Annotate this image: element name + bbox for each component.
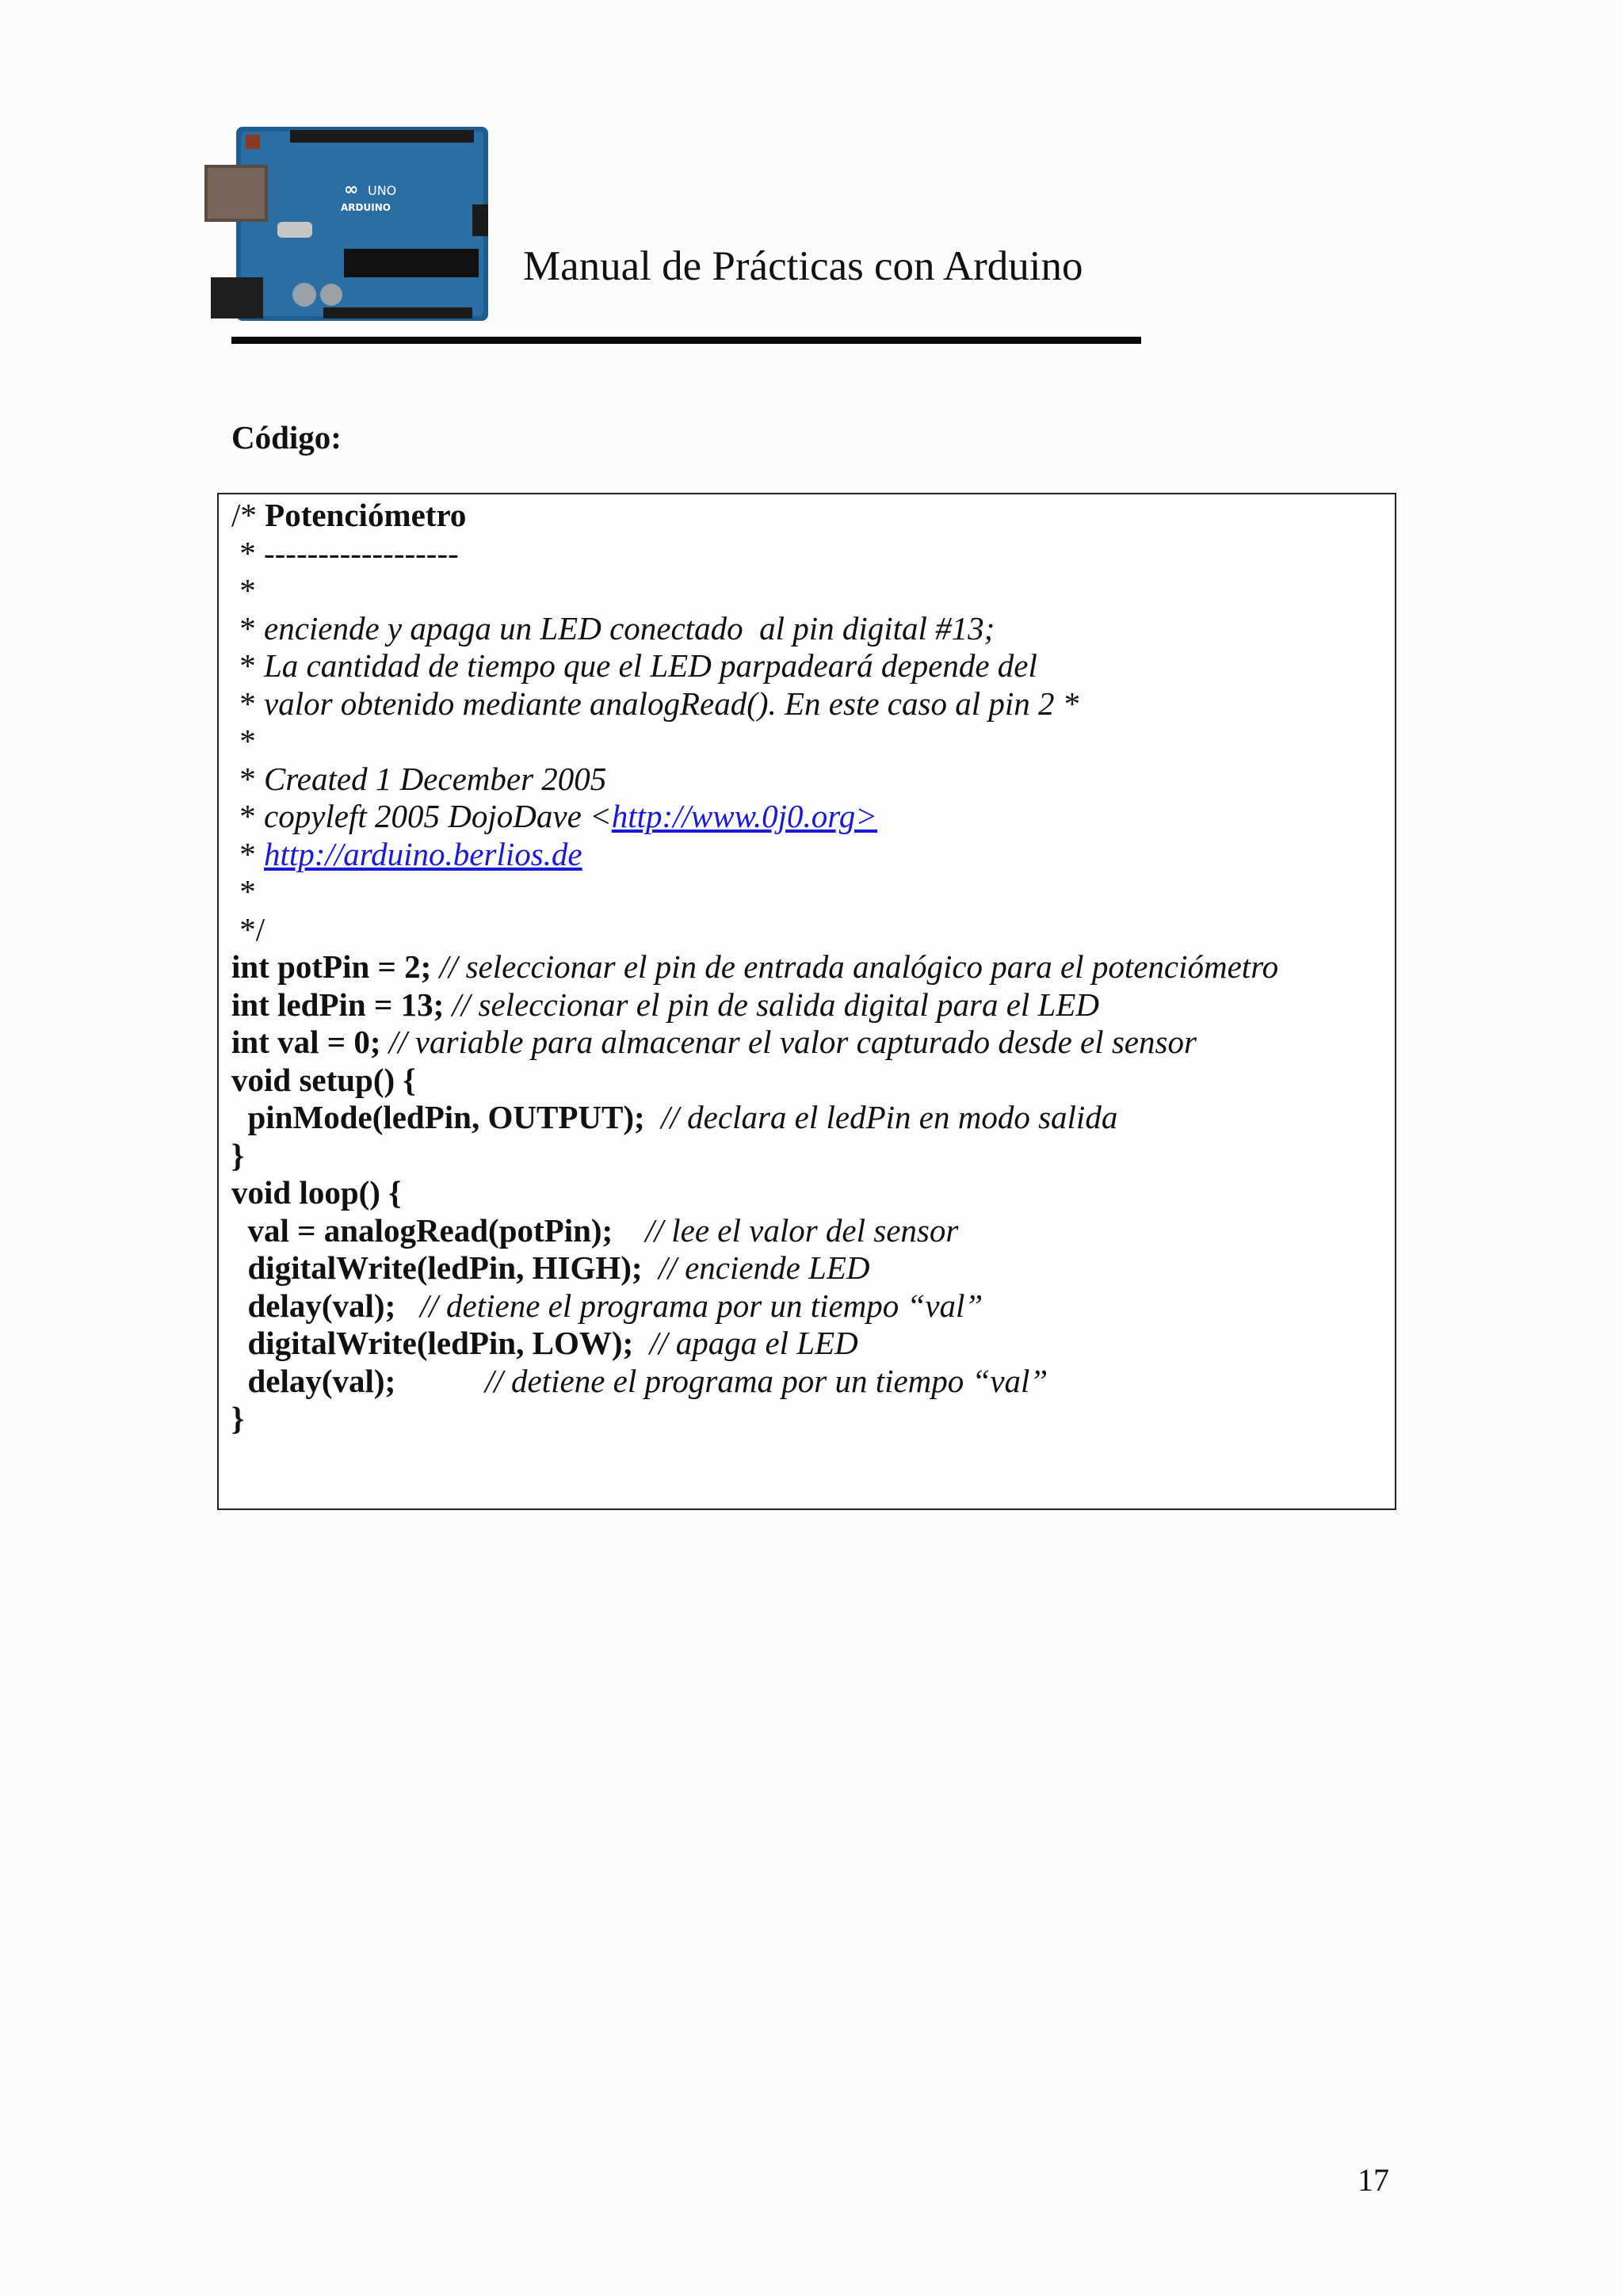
link-0j0[interactable]: http://www.0j0.org> [611, 798, 877, 834]
code-line: */ [231, 911, 265, 948]
code-line: * La cantidad de tiempo que el LED parpadeará depende del [231, 647, 1037, 684]
code-box [217, 493, 1396, 1510]
code-line: void setup() { [231, 1062, 416, 1098]
code-line [231, 1362, 1048, 1400]
code-title: Potenciómetro [265, 497, 467, 533]
code-text: /* [231, 497, 265, 533]
code-comment: // enciende LED [642, 1249, 870, 1286]
code-comment: La cantidad de tiempo que el LED parpadeará depende del [264, 647, 1037, 684]
link-arduino-berlios[interactable]: http://arduino.berlios.de [264, 836, 582, 872]
code-line: * [231, 723, 256, 759]
code-comment: valor obtenido mediante analogRead(). En este caso al pin 2 * [264, 685, 1079, 722]
code-comment: Created 1 December 2005 [264, 761, 607, 797]
code-statement: delay(val); [231, 1287, 396, 1324]
code-statement: delay(val); [231, 1363, 396, 1399]
document-header-title: Manual de Prácticas con Arduino [523, 243, 1083, 289]
code-line: } [231, 1400, 245, 1436]
code-comment: enciende y apaga un LED conectado al pin digital #13; [264, 610, 995, 646]
code-line: * enciende y apaga un LED conectado al pin digital #13; [231, 610, 995, 646]
code-line: * Created 1 December 2005 [231, 761, 607, 797]
code-statement: int ledPin = 13; [231, 986, 445, 1023]
code-comment: // lee el valor del sensor [613, 1212, 959, 1249]
code-line: } [231, 1137, 245, 1173]
header-divider [231, 337, 1141, 344]
code-line [231, 1249, 869, 1287]
page-number: 17 [1358, 2162, 1389, 2198]
svg-text:∞: ∞ [344, 180, 359, 200]
code-statement: val = analogRead(potPin); [231, 1212, 613, 1249]
code-line [231, 948, 1278, 986]
code-line: void loop() { [231, 1174, 402, 1211]
section-label: Código: [231, 419, 342, 456]
code-comment: // detiene el programa por un tiempo “val” [395, 1287, 983, 1324]
code-comment: // variable para almacenar el valor capturado desde el sensor [380, 1024, 1197, 1060]
code-comment: // seleccionar el pin de entrada analógico para el potenciómetro [431, 948, 1279, 985]
code-statement: digitalWrite(ledPin, HIGH); [231, 1249, 643, 1286]
code-line [231, 1324, 858, 1362]
code-line [231, 1211, 958, 1249]
code-line: * [231, 873, 256, 910]
code-line [231, 986, 1099, 1024]
code-line [231, 496, 466, 534]
svg-text:ARDUINO: ARDUINO [341, 202, 391, 213]
code-statement: pinMode(ledPin, OUTPUT); [231, 1099, 645, 1135]
code-line: * ------------------ [231, 535, 459, 571]
code-comment: // detiene el programa por un tiempo “val” [395, 1363, 1048, 1399]
code-line: * http://arduino.berlios.de [231, 836, 582, 872]
arduino-board-image [204, 119, 499, 326]
code-line: * valor obtenido mediante analogRead(). En este caso al pin 2 * [231, 685, 1079, 722]
code-line: * copyleft 2005 DojoDave <http://www.0j0.org> [231, 798, 877, 834]
code-comment: // seleccionar el pin de salida digital para el LED [444, 986, 1099, 1023]
code-statement: int potPin = 2; [231, 948, 432, 985]
code-comment: copyleft 2005 DojoDave < [264, 798, 612, 834]
code-line [231, 1098, 1117, 1136]
code-comment: // apaga el LED [633, 1325, 858, 1361]
code-statement: digitalWrite(ledPin, LOW); [231, 1325, 634, 1361]
code-comment: // declara el ledPin en modo salida [644, 1099, 1118, 1135]
code-statement: int val = 0; [231, 1024, 381, 1060]
code-line [231, 1023, 1197, 1061]
code-line: * [231, 572, 256, 608]
code-line [231, 1287, 983, 1325]
svg-text:UNO: UNO [368, 183, 397, 198]
